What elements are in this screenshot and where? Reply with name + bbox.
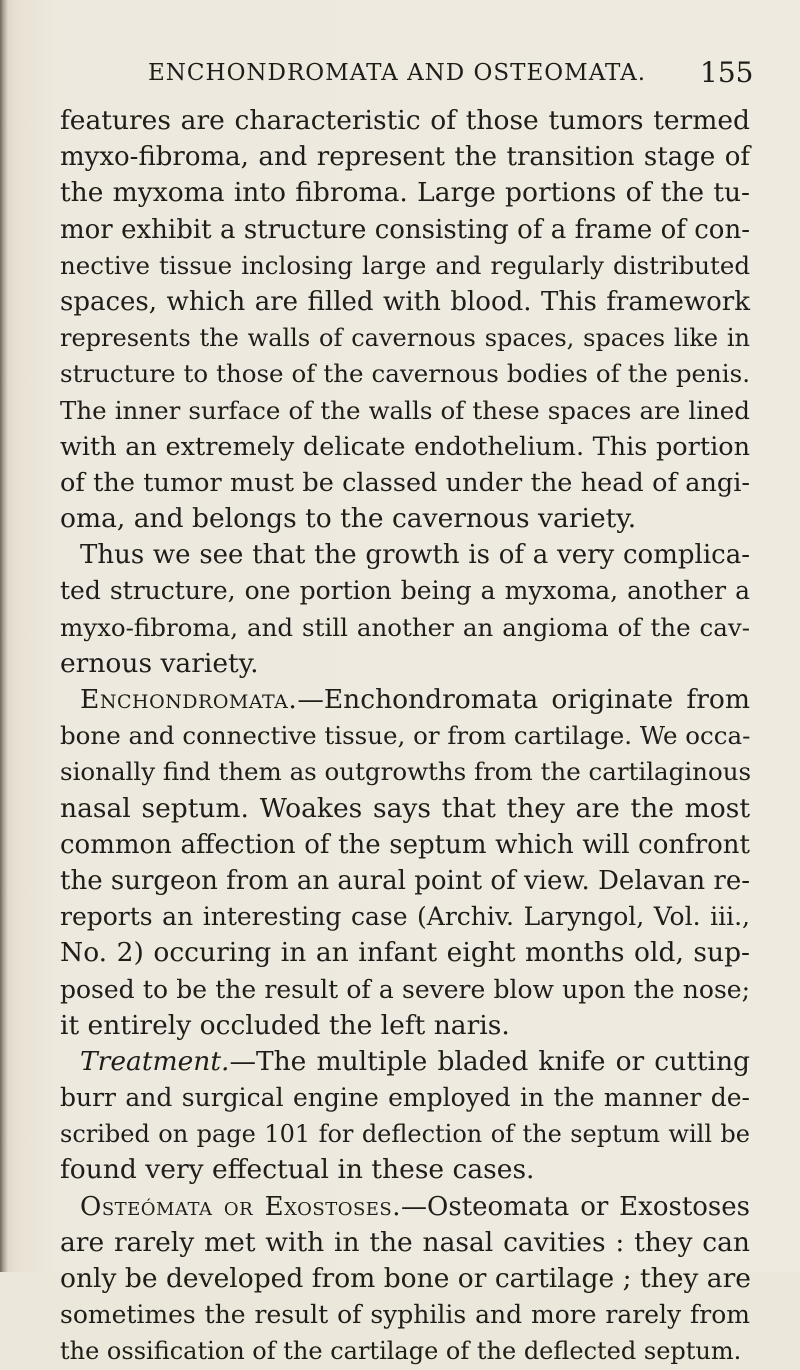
text-line: The inner surface of the walls of these spaces are lined [60, 395, 750, 425]
text-line: it entirely occluded the left naris. [60, 1009, 510, 1041]
running-title: ENCHONDROMATA AND OSTEOMATA. [148, 60, 647, 86]
text-line: structure to those of the cavernous bodies of the penis. [60, 359, 750, 389]
text-line: scribed on page 101 for deflection of the septum will be [60, 1120, 750, 1149]
text-line: posed to be the result of a severe blow upon the nose; [60, 974, 750, 1004]
text-line: mor exhibit a structure consisting of a frame of con- [60, 214, 750, 245]
text-run: —Enchondromata originate from [297, 684, 750, 715]
page-spine-shadow [0, 0, 8, 1272]
text-line: Thus we see that the growth is of a very complica- [80, 540, 750, 571]
text-line: sionally find them as outgrowths from the cartilaginous [60, 757, 752, 787]
text-line: No. 2) occuring in an infant eight months old, sup- [60, 937, 750, 969]
section-heading-osteomata: Osteómata or Exostoses. [80, 1191, 402, 1222]
text-line: of the tumor must be classed under the head of angi- [60, 467, 750, 498]
text-line: the surgeon from an aural point of view. Delavan re- [60, 865, 750, 896]
text-line: ernous variety. [60, 647, 259, 679]
text-run: —The multiple bladed knife or cutting [229, 1045, 750, 1077]
text-line: myxo-fibroma, and still another an angioma of the cav- [60, 612, 750, 642]
text-line: only be developed from bone or cartilage ; they are [60, 1263, 751, 1294]
text-line: found very effectual in these cases. [60, 1154, 535, 1186]
text-line: ted structure, one portion being a myxoma, another a [60, 576, 750, 606]
text-line: are rarely met with in the nasal cavities : they can [60, 1226, 750, 1258]
text-line: represents the walls of cavernous spaces, spaces like in [60, 324, 750, 353]
text-line [60, 682, 750, 718]
text-line: features are characteristic of those tumors termed [60, 105, 750, 136]
text-line: the ossification of the cartilage of the deflected septum. [60, 1337, 742, 1366]
page-number: 155 [700, 56, 754, 89]
text-line: with an extremely delicate endothelium. This portion [60, 431, 750, 462]
running-head [0, 56, 800, 96]
text-line [60, 1044, 750, 1080]
text-line: oma, and belongs to the cavernous variety. [60, 503, 637, 535]
text-line: myxo-fibroma, and represent the transition stage of [60, 142, 750, 173]
text-line: burr and surgical engine employed in the manner de- [60, 1083, 750, 1113]
text-line [60, 1189, 750, 1225]
text-line: sometimes the result of syphilis and more rarely from [60, 1300, 750, 1330]
text-line: nective tissue inclosing large and regularly distributed [60, 250, 750, 280]
text-line: nasal septum. Woakes says that they are the most [60, 792, 750, 824]
section-heading-enchondromata: Enchondromata. [80, 684, 298, 715]
body-text [60, 103, 750, 1370]
text-line: the myxoma into fibroma. Large portions of the tu- [60, 177, 750, 209]
text-line: common affection of the septum which will confront [60, 829, 750, 860]
text-run: —Osteomata or Exostoses [401, 1191, 750, 1222]
text-line: spaces, which are filled with blood. This framework [60, 286, 750, 317]
section-heading-treatment: Treatment. [80, 1045, 230, 1077]
text-line: reports an interesting case (Archiv. Laryngol, Vol. iii., [60, 902, 750, 932]
text-line: bone and connective tissue, or from cartilage. We occa- [60, 721, 751, 751]
